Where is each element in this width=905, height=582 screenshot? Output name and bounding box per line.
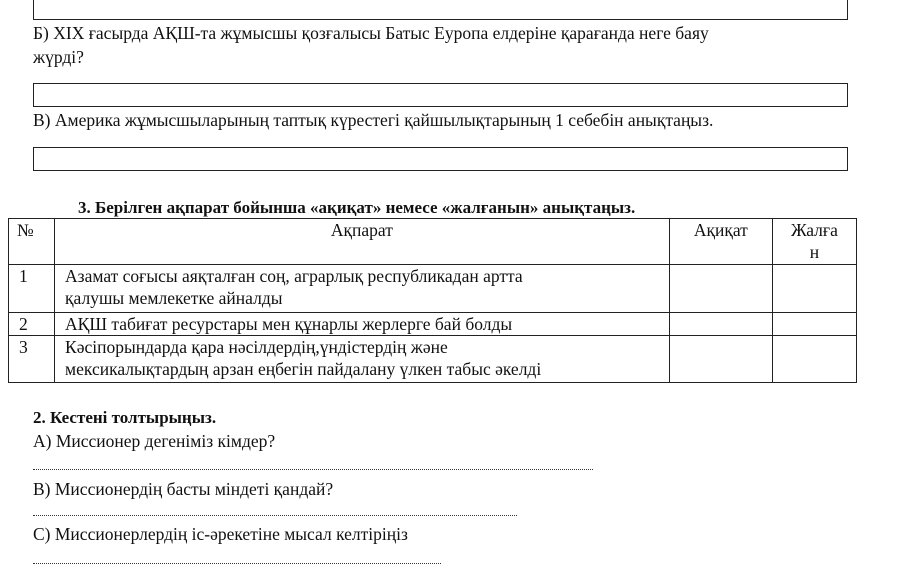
question-c-missionary: С) Миссионерлердің іс-әрекетіне мысал келтіріңіз	[33, 524, 408, 544]
row-info	[55, 336, 670, 383]
table-row	[9, 336, 857, 383]
row-info-line1: АҚШ табиғат ресурстары мен құнарлы жерлерге бай болды	[65, 314, 513, 334]
row-info	[55, 265, 670, 313]
answer-box-v[interactable]	[33, 147, 848, 171]
answer-box-b[interactable]	[33, 83, 848, 107]
answer-line-b[interactable]	[33, 515, 517, 516]
answer-line-c[interactable]	[33, 563, 441, 564]
row-false-cell[interactable]	[772, 265, 856, 313]
true-false-table	[8, 218, 857, 383]
header-number: №	[9, 219, 55, 265]
task3-title: 3. Берілген ақпарат бойынша «ақиқат» немесе «жалғанын» анықтаңыз.	[78, 198, 636, 217]
row-false-cell[interactable]	[772, 336, 856, 383]
header-info: Ақпарат	[55, 219, 670, 265]
row-true-cell[interactable]	[669, 265, 772, 313]
row-true-cell[interactable]	[669, 313, 772, 336]
row-info-line2: қалушы мемлекетке айналды	[65, 288, 283, 308]
task2-title: 2. Кестені толтырыңыз.	[33, 408, 217, 427]
row-info	[55, 313, 670, 336]
header-false-line1: Жалға	[791, 220, 838, 240]
row-true-cell[interactable]	[669, 336, 772, 383]
row-false-cell[interactable]	[772, 313, 856, 336]
row-number: 2	[9, 313, 55, 336]
header-false	[772, 219, 856, 265]
question-b-continued: жүрді?	[33, 47, 84, 67]
answer-line-a[interactable]	[33, 469, 593, 470]
question-b-missionary: В) Миссионердің басты міндеті қандай?	[33, 479, 334, 499]
question-a-missionary: А) Миссионер дегеніміз кімдер?	[33, 431, 276, 451]
row-info-line1: Азамат соғысы аяқталған соң, аграрлық республикадан артта	[65, 266, 523, 286]
question-v: В) Америка жұмысшыларының таптық күрестегі қайшылықтарының 1 себебін анықтаңыз.	[33, 110, 714, 130]
table-header-row	[9, 219, 857, 265]
row-number: 3	[9, 336, 55, 383]
table-row	[9, 265, 857, 313]
row-info-line2: мексикалықтардың арзан еңбегін пайдалану үлкен табыс әкелді	[65, 359, 542, 379]
header-true: Ақиқат	[669, 219, 772, 265]
answer-box-a[interactable]	[33, 0, 848, 20]
row-number: 1	[9, 265, 55, 313]
header-false-line2: н	[809, 242, 820, 262]
row-info-line1: Кәсіпорындарда қара нәсілдердің,үндістердің және	[65, 337, 448, 357]
table-row	[9, 313, 857, 336]
question-b: Б) XIX ғасырда АҚШ-та жұмысшы қозғалысы Батыс Еуропа елдеріне қарағанда неге баяу	[33, 23, 709, 43]
